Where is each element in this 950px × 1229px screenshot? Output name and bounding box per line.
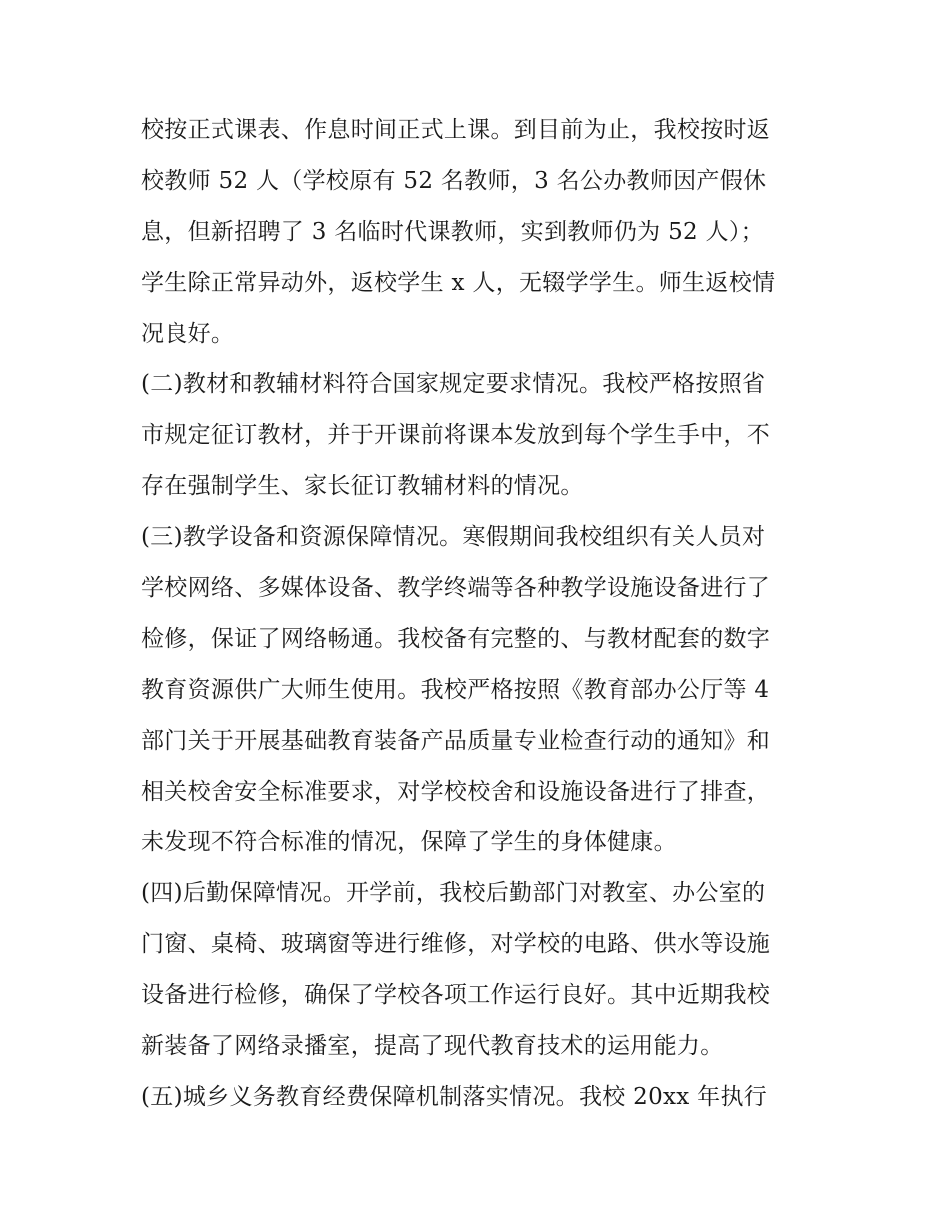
text-line: 校教师 52 人（学校原有 52 名教师，3 名公办教师因产假休 xyxy=(141,167,767,194)
document-body xyxy=(141,105,821,1123)
text-line: 存在强制学生、家长征订教辅材料的情况。 xyxy=(141,473,584,500)
text-line: 息，但新招聘了 3 名临时代课教师，实到教师仍为 52 人）； xyxy=(141,218,764,245)
text-line: 设备进行检修，确保了学校各项工作运行良好。其中近期我校 xyxy=(141,982,771,1009)
text-line: (三)教学设备和资源保障情况。寒假期间我校组织有关人员对 xyxy=(141,524,766,551)
text-line: 检修，保证了网络畅通。我校备有完整的、与教材配套的数字 xyxy=(141,625,771,652)
text-line: (五)城乡义务教育经费保障机制落实情况。我校 20xx 年执行 xyxy=(141,1083,768,1110)
text-line: 校按正式课表、作息时间正式上课。到目前为止，我校按时返 xyxy=(141,117,771,143)
text-line: 市规定征订教材，并于开课前将课本发放到每个学生手中，不 xyxy=(141,422,771,449)
text-line: 新装备了网络录播室，提高了现代教育技术的运用能力。 xyxy=(141,1033,724,1060)
text-line: 学生除正常异动外，返校学生 x 人，无辍学学生。师生返校情 xyxy=(141,269,776,296)
text-line: (二)教材和教辅材料符合国家规定要求情况。我校严格按照省 xyxy=(141,371,766,398)
text-line: (四)后勤保障情况。开学前，我校后勤部门对教室、办公室的 xyxy=(141,880,766,907)
text-line: 教育资源供广大师生使用。我校严格按照《教育部办公厅等 4 xyxy=(141,676,770,703)
text-line: 部门关于开展基础教育装备产品质量专业检查行动的通知》和 xyxy=(141,727,771,754)
text-line: 相关校舍安全标准要求，对学校校舍和设施设备进行了排查， xyxy=(141,778,771,805)
text-line: 学校网络、多媒体设备、教学终端等各种教学设施设备进行了 xyxy=(141,575,771,602)
text-line: 未发现不符合标准的情况，保障了学生的身体健康。 xyxy=(141,829,677,856)
text-line: 况良好。 xyxy=(141,320,235,347)
text-line: 门窗、桌椅、玻璃窗等进行维修，对学校的电路、供水等设施 xyxy=(141,931,771,958)
